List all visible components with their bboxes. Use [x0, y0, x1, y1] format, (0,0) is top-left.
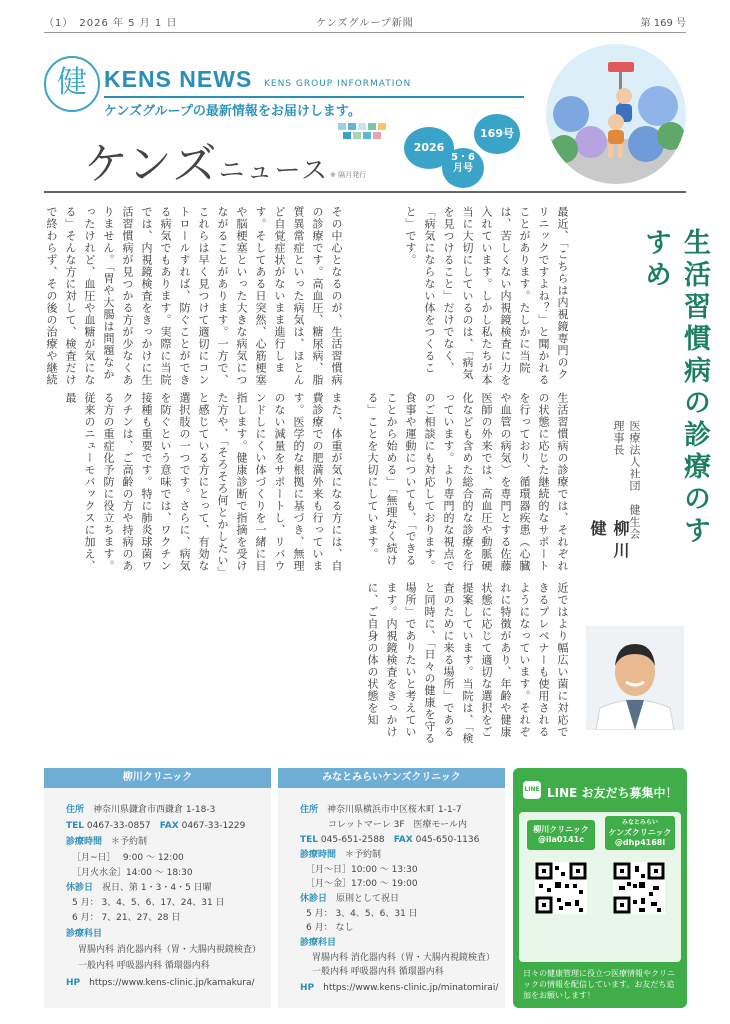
article-paragraph-5: 近ではより幅広い菌に対応できるプレベナーも使用されるようになっています。それぞれに特徴があり、年齢や健康状態に応じて適切な選択をご提案しています。当院は、「検査のために来る場所」であると同時に、「日々の健康を守る場所」でありたいと考えています。内視鏡検査をきっかけに、ご自身の体の状態を知 — [366, 582, 569, 745]
brand-tagline: ケンズグループの最新情報をお届けします。 — [104, 104, 361, 119]
issue-blob-number: 169号 — [474, 114, 520, 154]
article-paragraph-4: また、体重が気になる方には、自費診療での肥満外来も行っています。医学的な根拠に基づき、無理のない減量をサポートし、リバウンドしにくい体づくりを一緒に目指します。健康診断で指摘を受けた方や、「そろそろ何とかしたい」と感じている方にとって、有効な選択肢の一つです。さらに、病気を防ぐという意味では、ワクチン接種も重要です。特に肺炎球菌ワクチンは、ご高齢の方や持病のある方の重症化予防に役立ちます。従来のニューモバックスに加え、最 — [64, 392, 343, 573]
clinic-kamakura-dept-1: 胃腸内科 消化器内科（胃・大腸内視鏡検査） — [78, 945, 261, 955]
issue-blob-month: 5・6 月号 — [442, 148, 484, 188]
clinic-kamakura-closed: 休診日 祝日、第 1・3・4・5 日曜 — [66, 883, 212, 893]
qr-code-minatomirai-icon[interactable] — [613, 862, 665, 914]
brand-name: KENS NEWS — [104, 66, 253, 92]
clinic-kamakura-website[interactable]: HP https://www.kens-clinic.jp/kamakura/ — [66, 978, 255, 988]
brand-rule — [104, 96, 524, 98]
clinic-kamakura-box — [44, 768, 271, 1008]
qr-code-kamakura-icon[interactable] — [535, 862, 587, 914]
clinic-minatomirai-phone: TEL 045-651-2588 FAX 045-650-1136 — [300, 835, 480, 845]
author-organization: 医療法人社団 健生会 理事長 — [612, 420, 641, 552]
author-name: 柳川 健 — [588, 520, 630, 586]
clinic-minatomirai-website[interactable]: HP https://www.kens-clinic.jp/minatomirai/ — [300, 983, 499, 993]
clinic-kamakura-phone: TEL 0467-33-0857 FAX 0467-33-1229 — [66, 821, 246, 831]
clinic-minatomirai-dept-label: 診療科目 — [300, 938, 337, 948]
clinic-minatomirai-name: みなとみらいケンズクリニック — [278, 768, 505, 788]
clinic-minatomirai-address-2: コレットマーレ 3F 医療モール内 — [328, 820, 467, 830]
title-main: ケンズ — [84, 139, 219, 190]
clinic-minatomirai-hours-label: 診療時間 ＊予約制 — [300, 850, 382, 860]
line-friend-box — [513, 768, 687, 1008]
top-strip — [0, 10, 730, 32]
clinic-kamakura-hours-2: ［月火水金］14:00 ～ 18:30 — [72, 868, 193, 878]
kens-logo-icon: 健 — [44, 56, 100, 112]
clinic-minatomirai-box — [278, 768, 505, 1008]
clinic-kamakura-name: 柳川クリニック — [44, 768, 271, 788]
page-number: （1） 2026 年 5 月 1 日 — [44, 18, 178, 29]
clinic-minatomirai-dept-1: 胃腸内科 消化器内科（胃・大腸内視鏡検査） — [312, 953, 495, 963]
mosaic-decoration-icon — [338, 123, 386, 143]
header-rule — [44, 191, 686, 193]
line-title: LINE お友だち募集中！ — [547, 786, 678, 800]
newspaper-name: ケンズグループ新聞 — [316, 18, 414, 29]
article-title: 生活習慣病の診療のすすめ — [640, 228, 710, 548]
title-sub: ニュース — [218, 156, 330, 186]
line-note: 日々の健康管理に役立つ医療情報やクリニックの情報を配信しています。お友だち追加をお願いします！ — [523, 969, 675, 1000]
clinic-kamakura-closed-may: 5 月： 3、4、5、6、17、24、31 日 — [72, 898, 225, 908]
clinic-minatomirai-closed-may: 5 月： 3、4、5、6、31 日 — [306, 909, 418, 919]
article-paragraph-2: その中心となるのが、生活習慣病の診療です。高血圧、糖尿病、脂質異常症といった病気は、ほとんど自覚症状がないまま進行します。そしてある日突然、心筋梗塞や脳梗塞といった大きな病気につながることがあります。一方で、これらは早く見つけて適切にコントロールすれば、防ぐことができる病気でもあります。実際に当院では、内視鏡検査をきっかけに生活習慣病が見つかる方が少なくありません。「胃や大腸は問題なかったけれど、血圧や血糖が気になる」そんな方に対して、検査だけで終わらず、その後の治療や継続 — [45, 206, 343, 386]
clinic-kamakura-dept-label: 診療科目 — [66, 929, 103, 939]
author-photo — [586, 626, 684, 730]
clinic-kamakura-closed-jun: 6 月： 7、21、27、28 日 — [72, 913, 181, 923]
clinic-kamakura-hours-label: 診療時間 ＊予約制 — [66, 837, 148, 847]
clinic-kamakura-address: 住所 神奈川県鎌倉市西鎌倉 1-18-3 — [66, 805, 216, 815]
issue-blob-year: 2026 — [404, 127, 454, 169]
issue-number: 第 169 号 — [640, 18, 686, 29]
hydrangea-kids-illustration — [546, 44, 686, 184]
brand-info: KENS GROUP INFORMATION — [264, 79, 412, 89]
top-rule — [44, 32, 686, 33]
clinic-minatomirai-closed: 休診日 原則として祝日 — [300, 894, 400, 904]
clinic-minatomirai-address: 住所 神奈川県横浜市中区桜木町 1-1-7 — [300, 805, 462, 815]
clinic-minatomirai-hours-2: ［月～金］17:00 ～ 19:00 — [306, 879, 418, 889]
clinic-kamakura-dept-2: 一般内科 呼吸器内科 循環器内科 — [78, 961, 210, 971]
clinic-kamakura-hours-1: ［月~日］ 9:00 ～ 12:00 — [72, 853, 184, 863]
article-paragraph-1: 最近、「こちらは内視鏡専門のクリニックですよね？」と聞かれることがあります。たしかに当院は、苦しくない内視鏡検査に力を入れています。しかし私たちが本当に大切にしているのは、「病気を見つけること」だけでなく、「病気にならない体をつくること」です。 — [404, 206, 569, 386]
monthly-note: ※ 隔月発行 — [330, 171, 367, 179]
clinic-minatomirai-dept-2: 一般内科 呼吸器内科 循環器内科 — [312, 967, 444, 977]
article-paragraph-3: 生活習慣病の診療では、それぞれの状態に応じた継続的なサポートを行っており、循環器疾患（心臓や血管の病気）を専門とする佐藤医師の外来では、高血圧や動脈硬化なども含めた総合的な診療を行っています。より専門的な視点でのご相談にも対応しております。食事や運動についても、「できることから始める」「無理なく続ける」ことを大切にしています。 — [366, 392, 569, 572]
line-app-icon: LINE — [523, 781, 541, 799]
newsletter-title — [84, 128, 329, 192]
clinic-minatomirai-hours-1: ［月～日］10:00 ～ 13:30 — [306, 865, 418, 875]
clinic-minatomirai-closed-jun: 6 月： なし — [306, 923, 354, 933]
qr2-label: みなとみらい ケンズクリニック @dhp4168l — [605, 816, 675, 850]
qr1-label: 柳川クリニック @ila0141c — [527, 820, 595, 850]
line-qr-panel — [519, 812, 681, 962]
